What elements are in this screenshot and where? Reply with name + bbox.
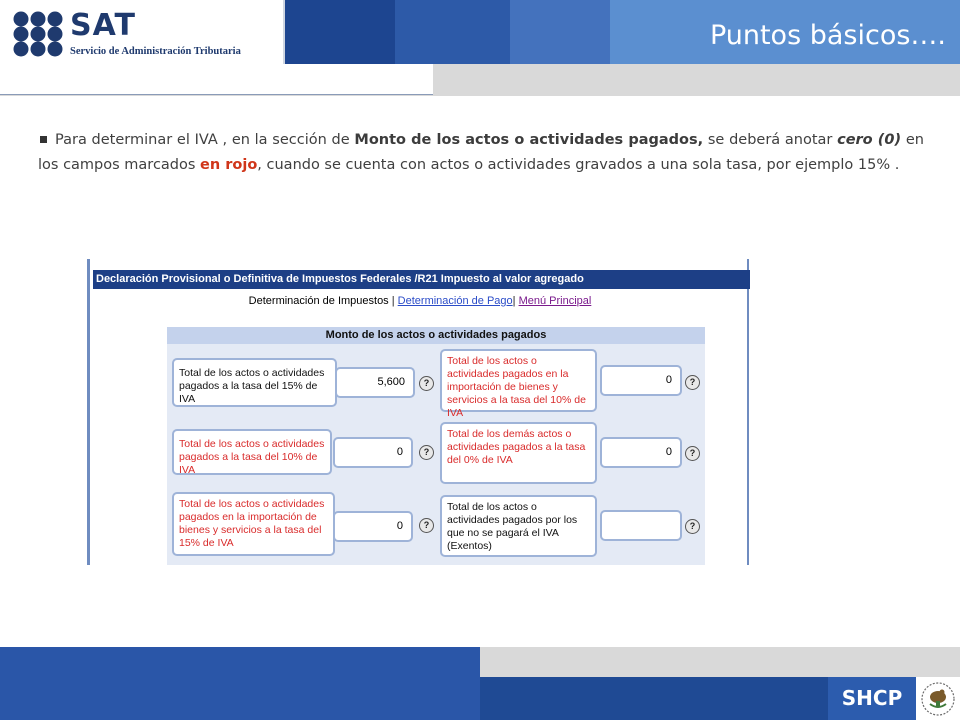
help-icon[interactable]: ? [419, 376, 434, 391]
paragraph-text: en los campos marcados [38, 132, 924, 173]
nav-current: Determinación de Impuestos [248, 295, 389, 307]
help-icon[interactable]: ? [419, 445, 434, 460]
nav-link-pago[interactable]: Determinación de Pago [397, 295, 513, 307]
nav-separator: | [391, 295, 395, 307]
field-label: Total de los actos o actividades pagados por los que no se pagará el IVA (Exentos) [440, 495, 597, 557]
sat-logo-text: SAT [70, 8, 136, 43]
field-label: Total de los actos o actividades pagados a la tasa del 15% de IVA [172, 358, 337, 407]
footer-band-blue [0, 647, 480, 720]
field-input[interactable] [600, 510, 682, 541]
footer-band-grey [480, 647, 960, 677]
paragraph-bold: Monto de los actos o actividades pagados, [354, 132, 704, 148]
eagle-emblem-icon [916, 677, 960, 720]
help-icon[interactable]: ? [685, 446, 700, 461]
paragraph-text: , cuando se cuenta con actos o actividades gravados a una sola tasa, por ejemplo 15% . [257, 157, 900, 173]
header-band-1 [285, 0, 395, 64]
field-input[interactable]: 0 [333, 437, 413, 468]
paragraph-text: Para determinar el IVA , en la sección de [55, 132, 355, 148]
field-input[interactable]: 0 [600, 437, 682, 468]
mexico-emblem-area [916, 677, 960, 720]
field-label: Total de los actos o actividades pagados en la importación de bienes y servicios a la tasa del 15% de IVA [172, 492, 335, 556]
slide-title: Puntos básicos…. [709, 20, 946, 51]
help-icon[interactable]: ? [685, 375, 700, 390]
paragraph-italic: cero (0) [837, 132, 902, 148]
instruction-paragraph [38, 128, 924, 178]
shcp-logo: SHCP [828, 677, 916, 720]
field-label: Total de los demás actos o actividades pagados a la tasa del 0% de IVA [440, 422, 597, 484]
nav-link-menu[interactable]: Menú Principal [518, 295, 592, 307]
sat-logo-subtitle: Servicio de Administración Tributaria [70, 46, 241, 57]
form-title-bar: Declaración Provisional o Definitiva de Impuestos Federales /R21 Impuesto al valor agregado [93, 270, 750, 289]
header-band-3 [510, 0, 610, 64]
section-header: Monto de los actos o actividades pagados [167, 327, 705, 344]
paragraph-red: en rojo [200, 157, 258, 173]
header-band-2 [395, 0, 510, 64]
paragraph-text: se deberá anotar [703, 132, 838, 148]
form-screenshot [87, 259, 749, 565]
field-input[interactable]: 0 [333, 511, 413, 542]
nav-separator: | [512, 295, 516, 307]
help-icon[interactable]: ? [419, 518, 434, 533]
field-label: Total de los actos o actividades pagados a la tasa del 10% de IVA [172, 429, 332, 475]
field-input[interactable]: 0 [600, 365, 682, 396]
sat-logo-icon [12, 11, 64, 57]
footer-band-dark [480, 677, 828, 720]
field-input[interactable]: 5,600 [335, 367, 415, 398]
help-icon[interactable]: ? [685, 519, 700, 534]
form-nav [90, 295, 750, 307]
header-divider [0, 64, 433, 95]
bullet-icon [40, 136, 47, 143]
field-label: Total de los actos o actividades pagados en la importación de bienes y servicios a la tasa del 10% de IVA [440, 349, 597, 412]
